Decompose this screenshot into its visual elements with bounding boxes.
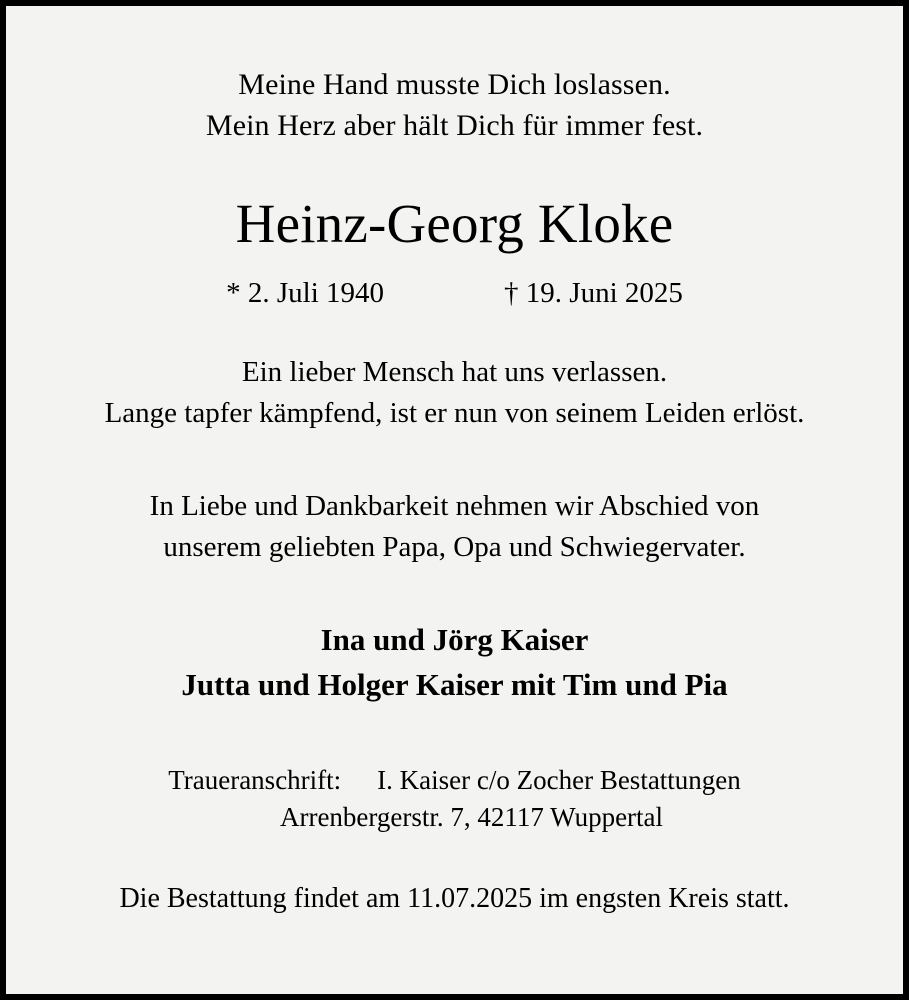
epitaph-line-2: Mein Herz aber hält Dich für immer fest. [205, 109, 704, 143]
passage-line-2: Lange tapfer kämpfend, ist er nun von seinem Leiden erlöst. [104, 396, 805, 429]
life-dates [46, 277, 863, 310]
survivors-line-2: Jutta und Holger Kaiser mit Tim und Pia [181, 667, 728, 702]
passage-block [46, 352, 863, 434]
mourning-address-row [46, 762, 863, 800]
mourning-address-block [46, 762, 863, 838]
farewell-line-2: unserem geliebten Papa, Opa und Schwiegervater. [163, 531, 746, 564]
funeral-note: Die Bestattung findet am 11.07.2025 im engsten Kreis statt. [119, 883, 790, 915]
farewell-line-1: In Liebe und Dankbarkeit nehmen wir Abschied von [149, 490, 760, 523]
farewell-block [46, 486, 863, 568]
mourning-address-line-2: Arrenbergerstr. 7, 42117 Wuppertal [279, 802, 664, 833]
survivors-line-1: Ina und Jörg Kaiser [320, 622, 589, 658]
mourning-address-label: Traueranschrift: [168, 764, 342, 795]
survivors-block [46, 618, 863, 707]
birth-date: * 2. Juli 1940 [226, 276, 385, 309]
deceased-name: Heinz-Georg Kloke [235, 193, 674, 255]
epitaph-block [46, 64, 863, 146]
death-date: † 19. Juni 2025 [504, 276, 683, 309]
passage-line-1: Ein lieber Mensch hat uns verlassen. [241, 355, 668, 388]
obituary-content [6, 6, 903, 994]
mourning-address-line-1: I. Kaiser c/o Zocher Bestattungen [377, 764, 741, 795]
epitaph-line-1: Meine Hand musste Dich loslassen. [238, 68, 671, 101]
